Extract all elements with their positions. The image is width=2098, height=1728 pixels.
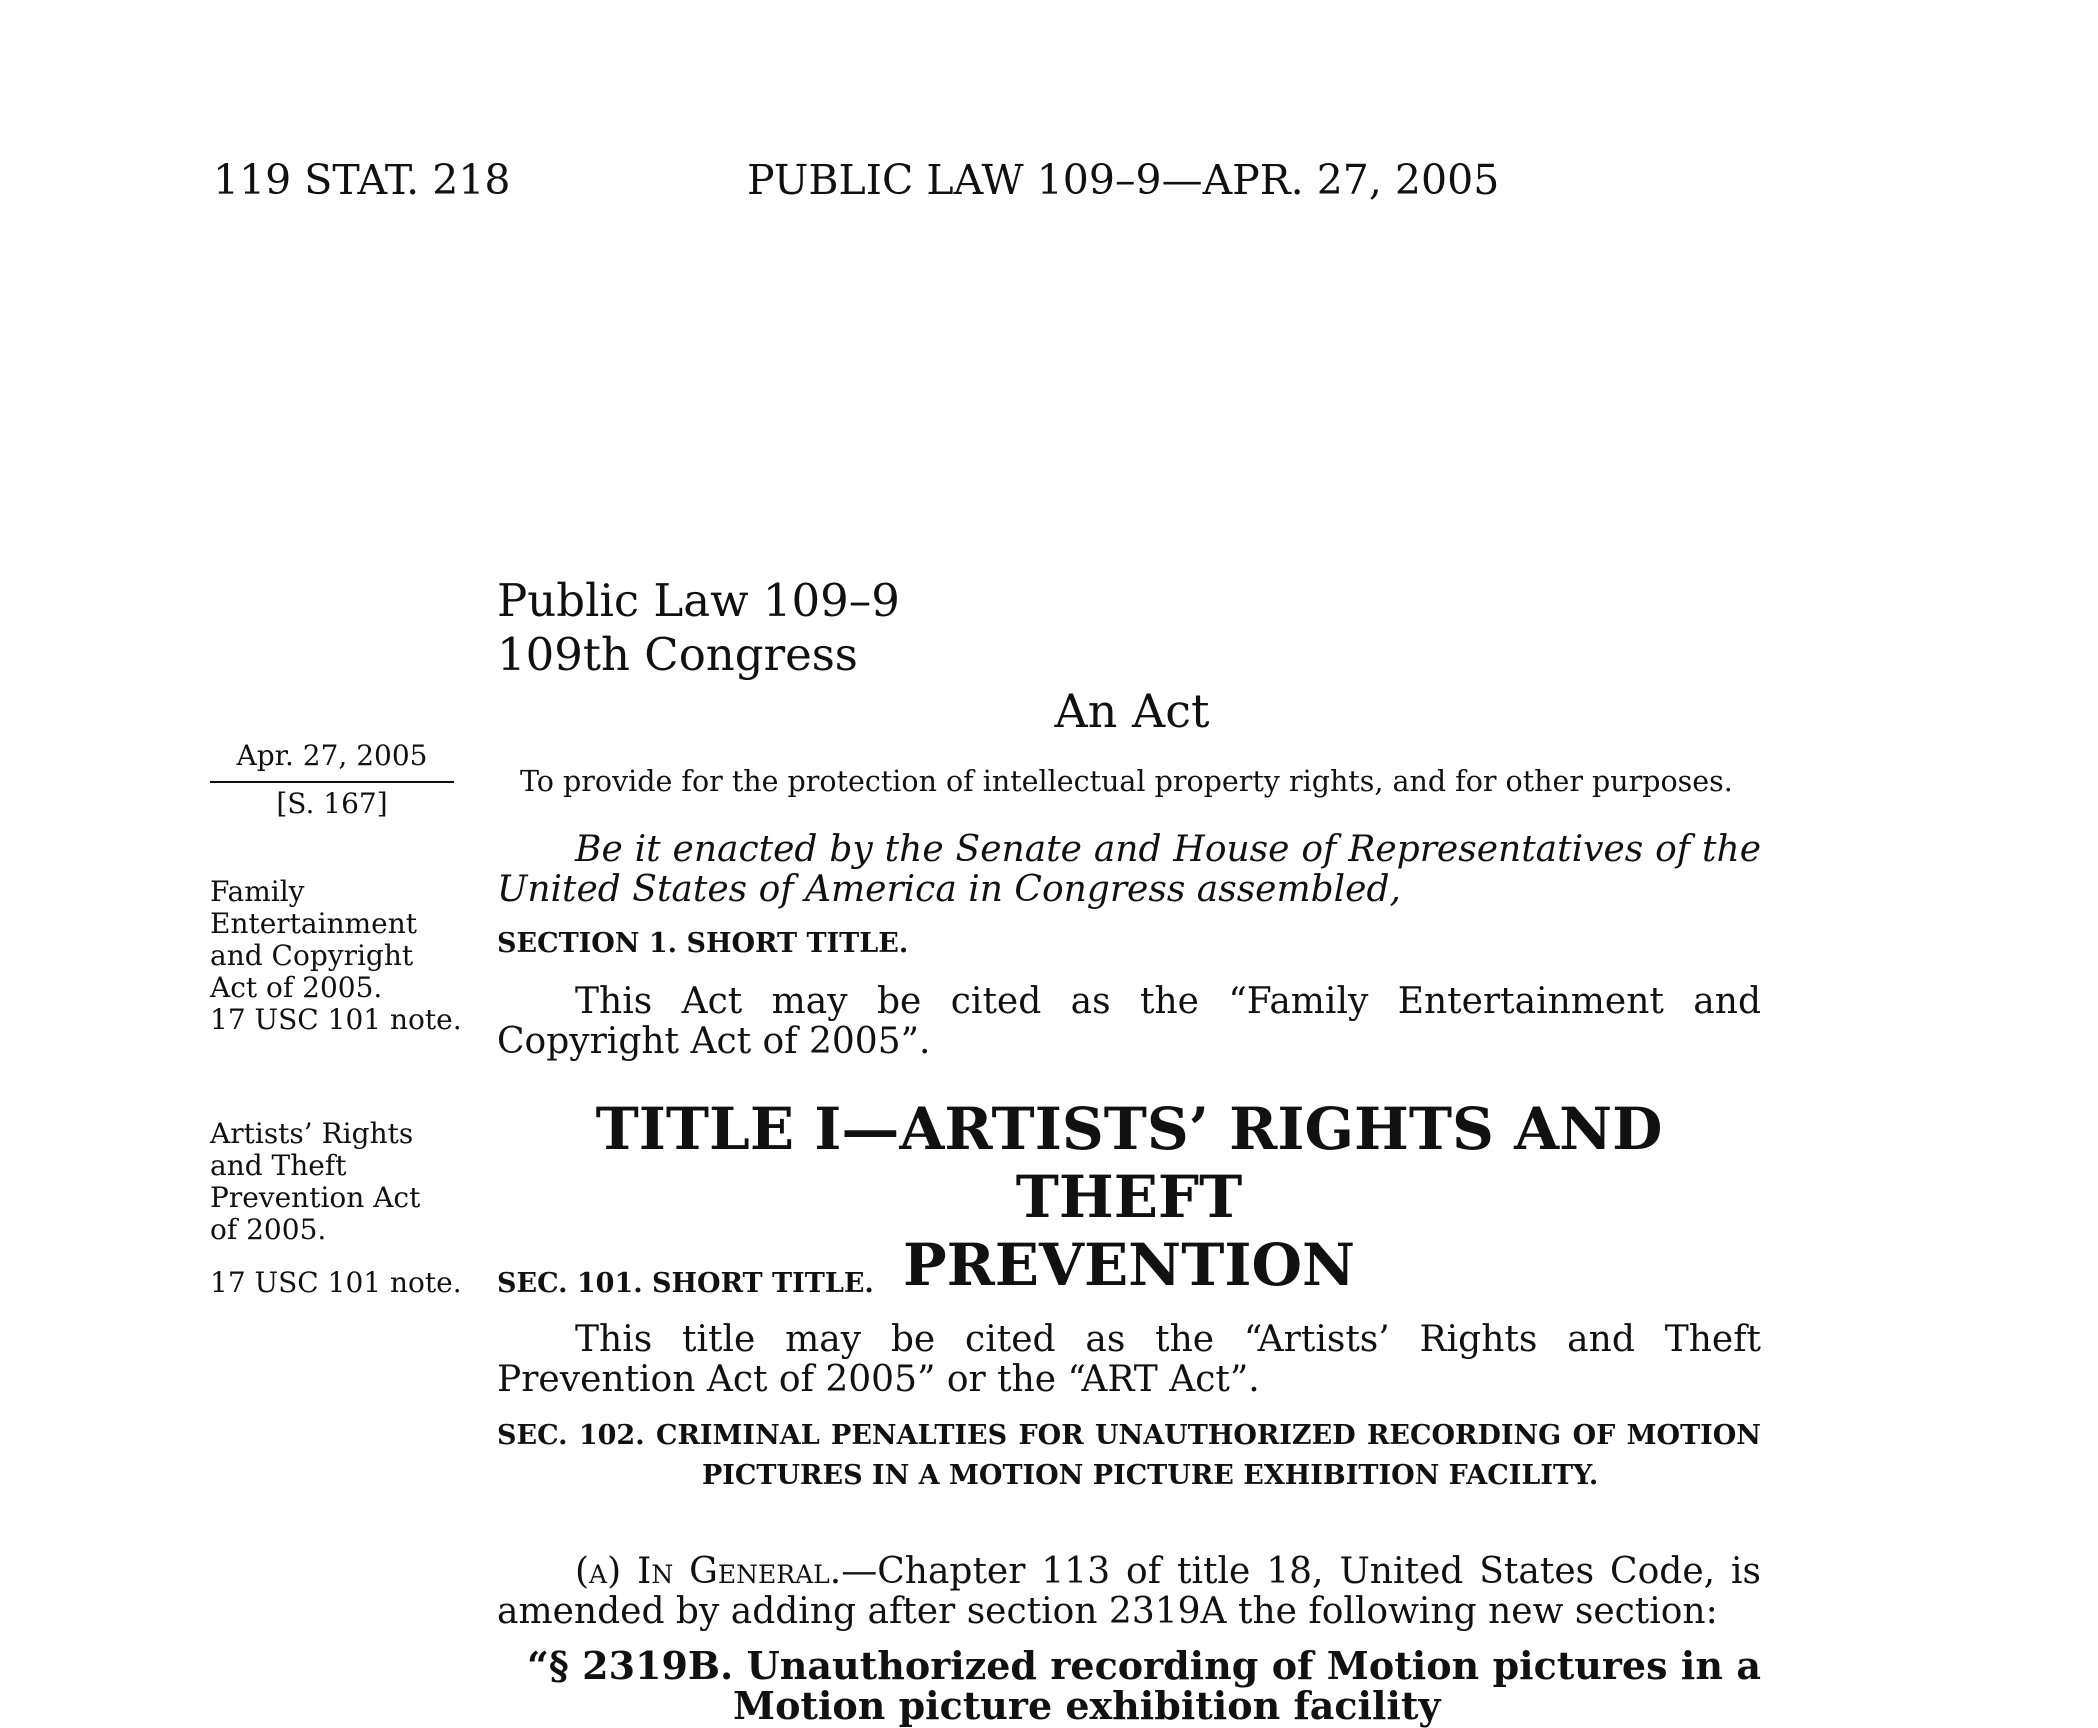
margin-note-art-act: Artists’ Rights and Theft Prevention Act of 2005. bbox=[210, 1117, 421, 1246]
bill-number: [S. 167] bbox=[276, 787, 388, 820]
section-102-heading: SEC. 102. CRIMINAL PENALTIES FOR UNAUTHORIZED RECORDING OF MOTION PICTURES IN A MOTION PICTURE EXHIBITION FACILITY. bbox=[497, 1420, 1761, 1491]
section-1-heading: SECTION 1. SHORT TITLE. bbox=[497, 928, 909, 959]
section-101-text: This title may be cited as the “Artists’ Rights and Theft Prevention Act of 2005” or the “ART Act”. bbox=[497, 1319, 1761, 1400]
title-heading: TITLE I—ARTISTS’ RIGHTS AND THEFT PREVENTION bbox=[595, 1095, 1663, 1299]
subsection-text: —Chapter 113 of title 18, United States Code, is amended by adding after section 2319A the following new section: bbox=[497, 1551, 1762, 1632]
act-purpose: To provide for the protection of intellectual property rights, and for other purposes. bbox=[520, 765, 1733, 798]
margin-note-short-title: Family Entertainment and Copyright Act of 2005. 17 USC 101 note. bbox=[210, 875, 462, 1036]
section-102-a bbox=[497, 1552, 1761, 1632]
congress-label: 109th Congress bbox=[497, 628, 858, 681]
act-label: An Act bbox=[1054, 684, 1210, 738]
date-divider bbox=[210, 781, 454, 783]
approval-date: Apr. 27, 2005 bbox=[236, 739, 428, 772]
enacting-clause: Be it enacted by the Senate and House of Representatives of the United States of America in Congress assembled, bbox=[497, 829, 1761, 910]
page-stat: 119 STAT. 218 bbox=[213, 156, 511, 204]
public-law-number: Public Law 109–9 bbox=[497, 574, 900, 627]
running-header: PUBLIC LAW 109–9—APR. 27, 2005 bbox=[747, 156, 1500, 204]
section-101-heading: SEC. 101. SHORT TITLE. bbox=[497, 1268, 874, 1299]
margin-note-usc: 17 USC 101 note. bbox=[210, 1266, 462, 1299]
section-1-text: This Act may be cited as the “Family Entertainment and Copyright Act of 2005”. bbox=[497, 981, 1761, 1062]
new-section-heading: “§ 2319B. Unauthorized recording of Motion pictures in a Motion picture exhibition facility bbox=[527, 1643, 1761, 1728]
subsection-label: (a) In General. bbox=[575, 1551, 842, 1592]
